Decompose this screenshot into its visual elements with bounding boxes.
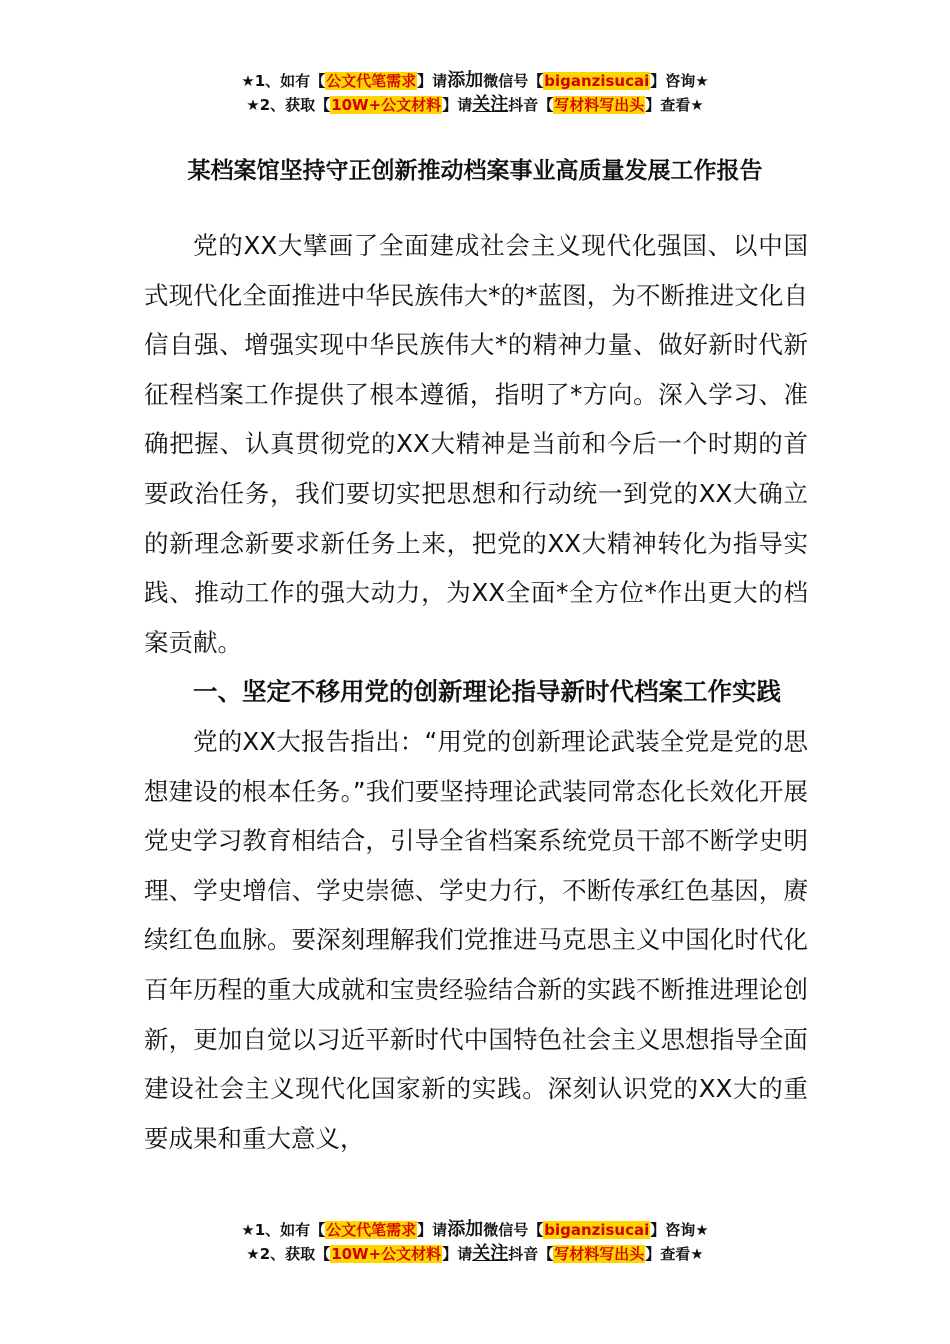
promo-text: 】咨询★ [650,1221,709,1239]
promo-text: 】请 [442,1245,473,1263]
promo-text: 】请 [417,72,448,90]
promo-highlight: 10W+公文材料 [331,1245,442,1263]
promo-text: ★1、如有【 [241,1221,326,1239]
wechat-id-highlight: biganzisucai [544,1221,650,1239]
promo-line-2 [0,93,950,117]
promo-text: 】请 [417,1221,448,1239]
promo-text: 抖音【 [508,1245,554,1263]
promo-emphasis: 添加 [447,70,484,91]
promo-text: 】咨询★ [650,72,709,90]
promo-text: ★2、获取【 [246,96,331,114]
douyin-id-highlight: 写材料写出头 [554,1245,645,1263]
body-paragraph: 党的XX大擘画了全面建成社会主义现代化强国、以中国式现代化全面推进中华民族伟大*的*蓝图，为不断推进文化自信自强、增强实现中华民族伟大*的精神力量、做好新时代新征程档案工作提供了根本遵循，指明了*方向。深入学习、准确把握、认真贯彻党的XX大精神是当前和今后一个时期的首要政治任务，我们要切实把思想和行动统一到党的XX大确立的新理念新要求新任务上来，把党的XX大精神转化为指导实践、推动工作的强大动力，为XX全面*全方位*作出更大的档案贡献。 [144,231,808,657]
document-title: 某档案馆坚持守正创新推动档案事业高质量发展工作报告 [187,158,763,184]
promo-text: 】查看★ [645,1245,704,1263]
promo-emphasis: 添加 [447,1219,484,1240]
promo-line-2 [0,1242,950,1266]
promo-banner-top [0,69,950,117]
promo-line-1 [0,1218,950,1242]
promo-highlight: 公文代笔需求 [326,72,417,90]
promo-banner-bottom [0,1218,950,1266]
promo-highlight: 公文代笔需求 [326,1221,417,1239]
section-heading: 一、坚定不移用党的创新理论指导新时代档案工作实践 [193,677,781,707]
promo-line-1 [0,69,950,93]
body-paragraph: 党的XX大报告指出：“用党的创新理论武装全党是党的思想建设的根本任务。”我们要坚持理论武装同常态化长效化开展党史学习教育相结合，引导全省档案系统党员干部不断学史明理、学史增信、学史崇德、学史力行，不断传承红色基因，赓续红色血脉。要深刻理解我们党推进马克思主义中国化时代化百年历程的重大成就和宝贵经验结合新的实践不断推进理论创新，更加自觉以习近平新时代中国特色社会主义思想指导全面建设社会主义现代化国家新的实践。深刻认识党的XX大的重要成果和重大意义， [144,726,808,1153]
wechat-id-highlight: biganzisucai [544,72,650,90]
promo-highlight: 10W+公文材料 [331,96,442,114]
document-body [144,221,808,1163]
promo-text: ★1、如有【 [241,72,326,90]
promo-emphasis: 关注 [472,94,509,115]
promo-text: ★2、获取【 [246,1245,331,1263]
promo-text: 抖音【 [508,96,554,114]
promo-text: 微信号【 [483,72,544,90]
promo-text: 微信号【 [483,1221,544,1239]
promo-emphasis: 关注 [472,1243,509,1264]
douyin-id-highlight: 写材料写出头 [554,96,645,114]
promo-text: 】查看★ [645,96,704,114]
promo-text: 】请 [442,96,473,114]
